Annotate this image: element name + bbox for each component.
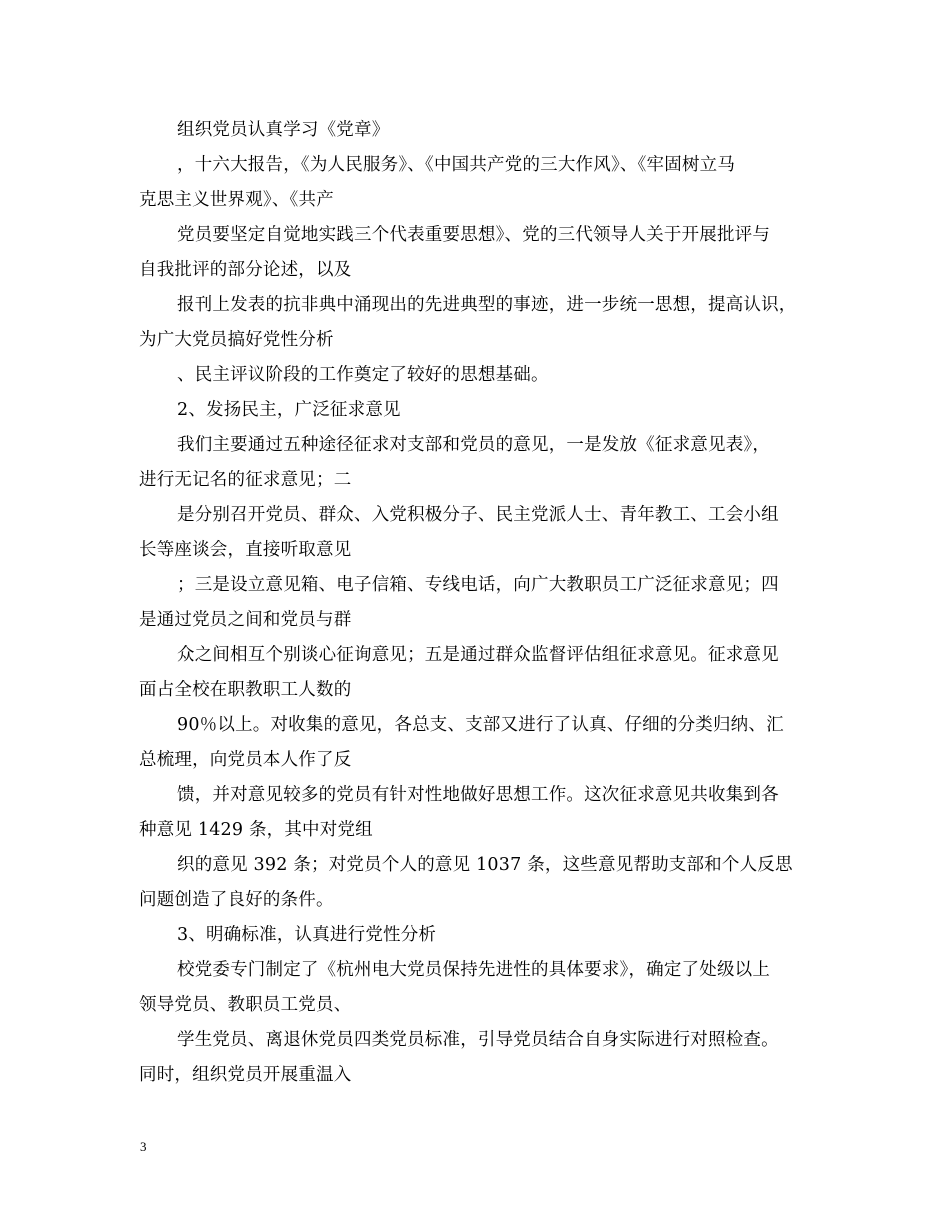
text-line: 种意见 1429 条，其中对党组 [139, 820, 373, 840]
text-line: 总梳理，向党员本人作了反 [139, 750, 352, 770]
text-line: 面占全校在职教职工人数的 [139, 680, 352, 700]
page-number: 3 [140, 1139, 147, 1154]
text-line: 、民主评议阶段的工作奠定了较好的思想基础。 [177, 365, 549, 385]
text-line: 组织党员认真学习《党章》 [177, 120, 390, 140]
text-line: 自我批评的部分论述，以及 [139, 260, 352, 280]
text-line: 学生党员、离退休党员四类党员标准，引导党员结合自身实际进行对照检查。 [177, 1030, 779, 1050]
text-line: 党员要坚定自觉地实践三个代表重要思想》、党的三代领导人关于开展批评与 [177, 225, 771, 245]
text-line: 众之间相互个别谈心征询意见；五是通过群众监督评估组征求意见。征求意见 [177, 645, 779, 665]
text-line: ，十六大报告，《为人民服务》、《中国共产党的三大作风》、《牢固树立马 [177, 155, 736, 175]
text-line: 进行无记名的征求意见；二 [139, 470, 352, 490]
text-line: 织的意见 392 条；对党员个人的意见 1037 条，这些意见帮助支部和个人反思 [177, 855, 793, 875]
text-line: 问题创造了良好的条件。 [139, 890, 334, 910]
section-heading: 3、明确标准，认真进行党性分析 [177, 925, 437, 945]
text-line: 同时，组织党员开展重温入 [139, 1065, 352, 1085]
text-line: 是分别召开党员、群众、入党积极分子、民主党派人士、青年教工、工会小组 [177, 505, 779, 525]
text-line: 为广大党员搞好党性分析 [139, 330, 334, 350]
text-line: 报刊上发表的抗非典中涌现出的先进典型的事迹，进一步统一思想，提高认识， [177, 295, 797, 315]
text-line: ；三是设立意见箱、电子信箱、专线电话，向广大教职员工广泛征求意见；四 [177, 575, 779, 595]
text-line: 我们主要通过五种途径征求对支部和党员的意见，一是发放《征求意见表》， [177, 435, 771, 455]
text-line: 90％以上。对收集的意见，各总支、支部又进行了认真、仔细的分类归纳、汇 [177, 715, 784, 735]
text-line: 长等座谈会，直接听取意见 [139, 540, 352, 560]
section-heading: 2、发扬民主，广泛征求意见 [177, 400, 401, 420]
text-line: 克思主义世界观》、《共产 [139, 190, 334, 210]
text-line: 是通过党员之间和党员与群 [139, 610, 352, 630]
text-line: 校党委专门制定了《杭州电大党员保持先进性的具体要求》，确定了处级以上 [177, 960, 771, 980]
text-line: 馈，并对意见较多的党员有针对性地做好思想工作。这次征求意见共收集到各 [177, 785, 779, 805]
text-line: 领导党员、教职员工党员、 [139, 995, 352, 1015]
